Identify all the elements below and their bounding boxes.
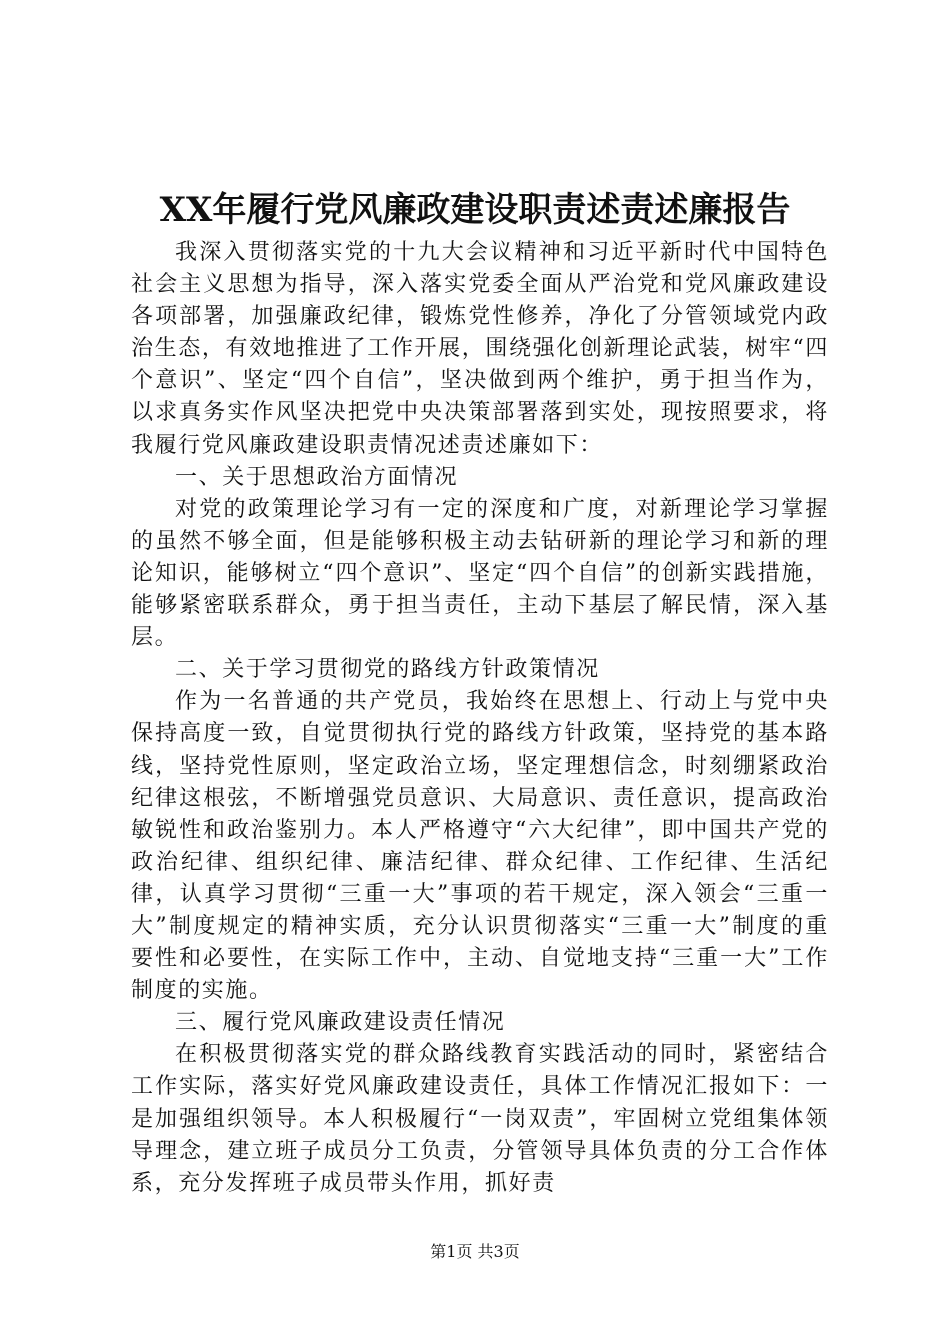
section-heading-2: 二、关于学习贯彻党的路线方针政策情况 [175, 657, 600, 683]
intro-paragraph: 我深入贯彻落实党的十九大会议精神和习近平新时代中国特色社会主义思想为指导，深入落实党委全面从严治党和党风廉政建设各项部署，加强廉政纪律，锻炼党性修养，净化了分管领域党内政治生态，有效地推进了工作开展，围绕强化创新理论武装，树牢“四个意识”、坚定“四个自信”，坚决做到两个维护，勇于担当作为，以求真务实作风坚决把党中央决策部署落到实处，现按照要求，将我履行党风廉政建设职责情况述责述廉如下： [131, 240, 829, 458]
section-heading-3: 三、履行党风廉政建设责任情况 [175, 1010, 506, 1036]
section-paragraph-2: 作为一名普通的共产党员，我始终在思想上、行动上与党中央保持高度一致，自觉贯彻执行党的路线方针政策，坚持党的基本路线，坚持党性原则，坚定政治立场，坚定理想信念，时刻绷紧政治纪律这根弦，不断增强党员意识、大局意识、责任意识，提高政治敏锐性和政治鉴别力。本人严格遵守“六大纪律”，即中国共产党的政治纪律、组织纪律、廉洁纪律、群众纪律、工作纪律、生活纪律，认真学习贯彻“三重一大”事项的若干规定，深入领会“三重一大”制度规定的精神实质，充分认识贯彻落实“三重一大”制度的重要性和必要性，在实际工作中，主动、自觉地支持“三重一大”工作制度的实施。 [131, 689, 829, 1004]
document-body [131, 237, 829, 1200]
section-paragraph-3: 在积极贯彻落实党的群众路线教育实践活动的同时，紧密结合工作实际，落实好党风廉政建设责任，具体工作情况汇报如下：一是加强组织领导。本人积极履行“一岗双责”，牢固树立党组集体领导理念，建立班子成员分工负责，分管领导具体负责的分工合作体系，充分发挥班子成员带头作用，抓好责 [131, 1042, 829, 1196]
section-paragraph-1: 对党的政策理论学习有一定的深度和广度，对新理论学习掌握的虽然不够全面，但是能够积极主动去钻研新的理论学习和新的理论知识，能够树立“四个意识”、坚定“四个自信”的创新实践措施，能够紧密联系群众，勇于担当责任，主动下基层了解民情，深入基层。 [131, 496, 829, 651]
document-title: XX年履行党风廉政建设职责述责述廉报告 [159, 190, 791, 230]
page-footer: 第1页 共3页 [430, 1242, 520, 1261]
section-heading-1: 一、关于思想政治方面情况 [175, 464, 459, 490]
